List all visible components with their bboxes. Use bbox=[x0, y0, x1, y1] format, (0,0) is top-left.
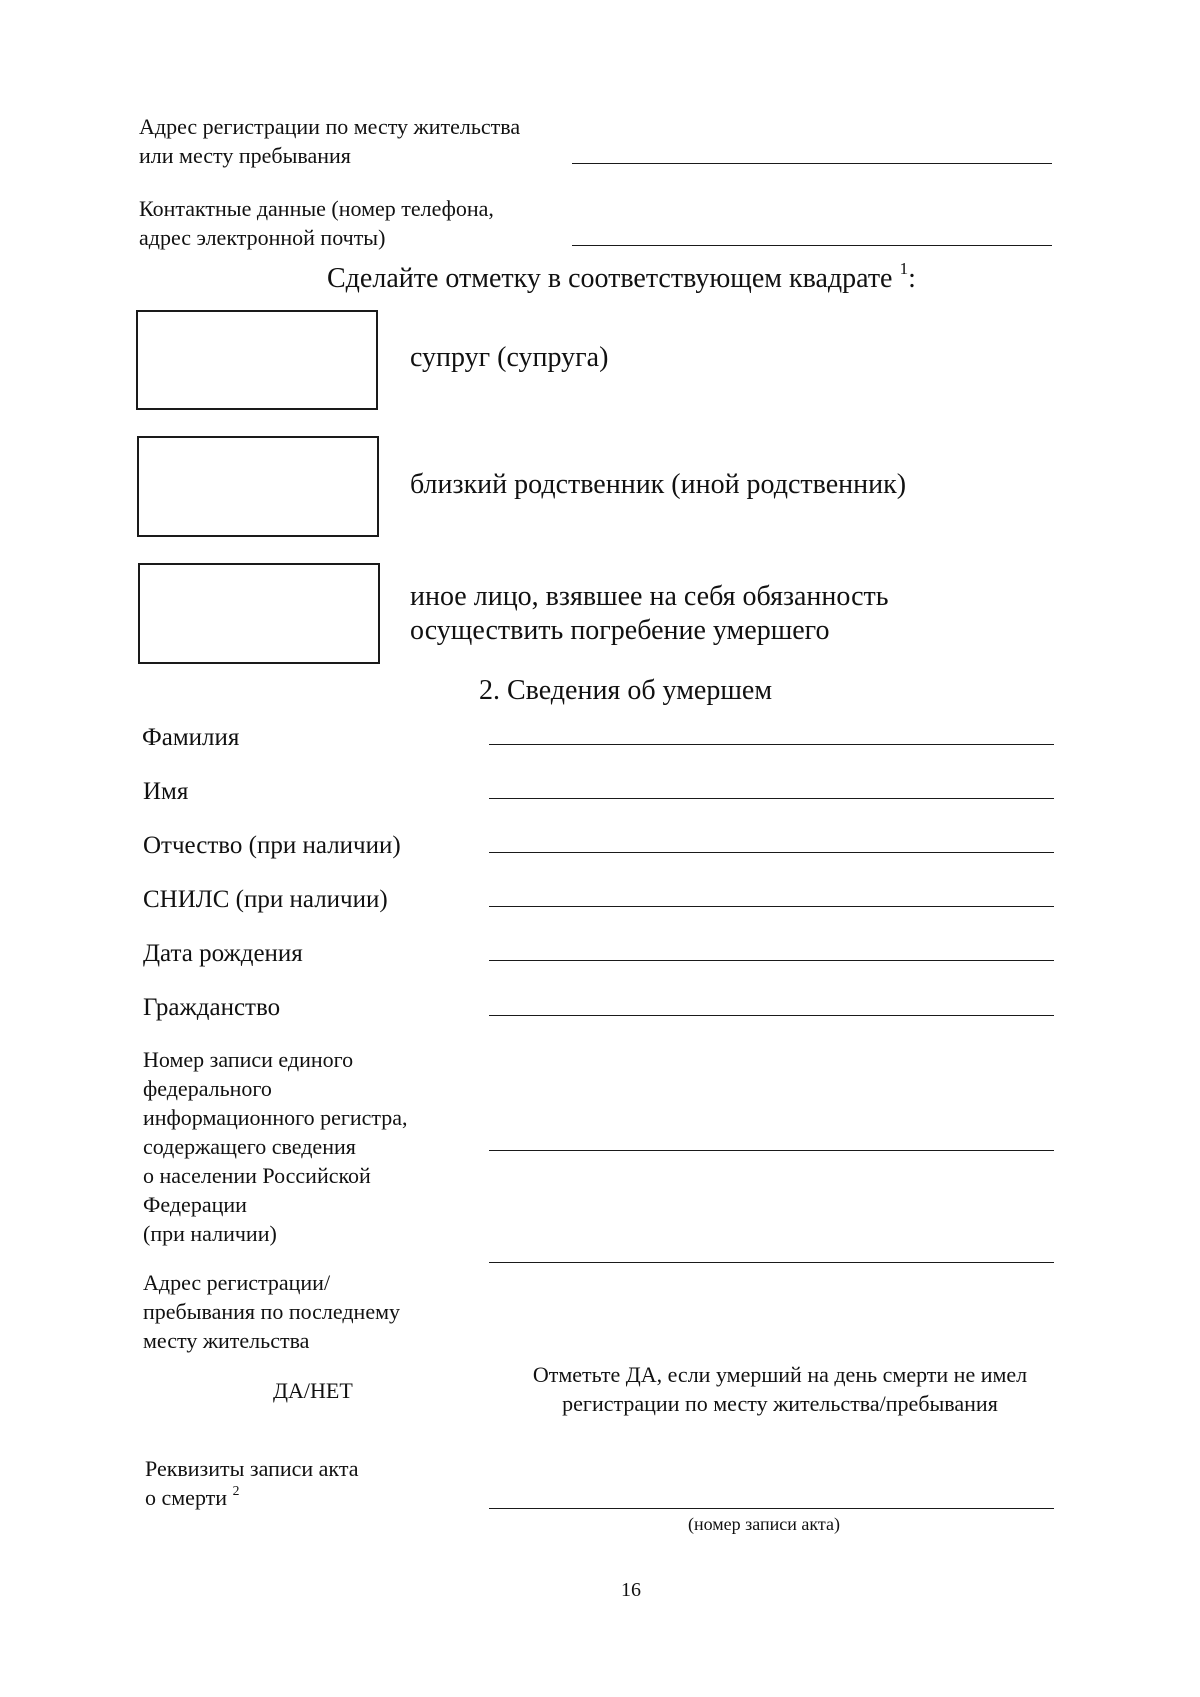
page-number: 16 bbox=[621, 1579, 641, 1601]
registry-number-label: Номер записи единого федерального информационного регистра, содержащего сведения о населении Российской Федерации (при наличии) bbox=[143, 1047, 408, 1246]
name-label: Имя bbox=[143, 778, 189, 805]
spouse-checkbox[interactable] bbox=[136, 310, 378, 410]
applicant-contacts-field[interactable] bbox=[572, 245, 1052, 246]
surname-label: Фамилия bbox=[142, 724, 240, 751]
birth-date-field[interactable] bbox=[489, 960, 1054, 961]
birth-date-label: Дата рождения bbox=[143, 940, 303, 967]
mark-instruction: Сделайте отметку в соответствующем квадрате $^1$: bbox=[327, 259, 916, 294]
registry-number-field[interactable] bbox=[489, 1150, 1054, 1151]
patronymic-label: Отчество (при наличии) bbox=[143, 832, 401, 859]
last-address-label: Адрес регистрации/ пребывания по последнему месту жительства bbox=[143, 1270, 401, 1353]
name-field[interactable] bbox=[489, 798, 1054, 799]
deceased-section-title: 2. Сведения об умершем bbox=[479, 675, 773, 706]
applicant-address-label: Адрес регистрации по месту жительства или месту пребывания bbox=[139, 114, 521, 168]
other-person-option-label: иное лицо, взявшее на себя обязанность осуществить погребение умершего bbox=[410, 581, 889, 646]
spouse-option-label: супруг (супруга) bbox=[410, 342, 609, 373]
applicant-contacts-label: Контактные данные (номер телефона, адрес электронной почты) bbox=[139, 196, 494, 250]
footnote-marker-1: 1 bbox=[899, 259, 909, 279]
yes-no-hint: Отметьте ДА, если умерший на день смерти не имел регистрации по месту жительства/пребывания bbox=[532, 1362, 1028, 1416]
relative-checkbox[interactable] bbox=[137, 436, 379, 537]
death-record-label: Реквизиты записи акта о смерти $^2$ bbox=[145, 1456, 359, 1510]
snils-label: СНИЛС (при наличии) bbox=[143, 886, 388, 913]
citizenship-field[interactable] bbox=[489, 1015, 1054, 1016]
snils-field[interactable] bbox=[489, 906, 1054, 907]
other-person-checkbox[interactable] bbox=[138, 563, 380, 664]
citizenship-label: Гражданство bbox=[143, 994, 281, 1021]
yes-no-answer[interactable]: ДА/НЕТ bbox=[273, 1378, 353, 1403]
surname-field[interactable] bbox=[489, 744, 1054, 745]
footnote-marker-2: 2 bbox=[232, 1482, 240, 1498]
death-record-caption: (номер записи акта) bbox=[688, 1514, 840, 1534]
death-record-field[interactable] bbox=[489, 1508, 1054, 1509]
patronymic-field[interactable] bbox=[489, 852, 1054, 853]
registry-number-field-extra[interactable] bbox=[489, 1262, 1054, 1263]
relative-option-label: близкий родственник (иной родственник) bbox=[410, 469, 907, 500]
applicant-address-field[interactable] bbox=[572, 163, 1052, 164]
